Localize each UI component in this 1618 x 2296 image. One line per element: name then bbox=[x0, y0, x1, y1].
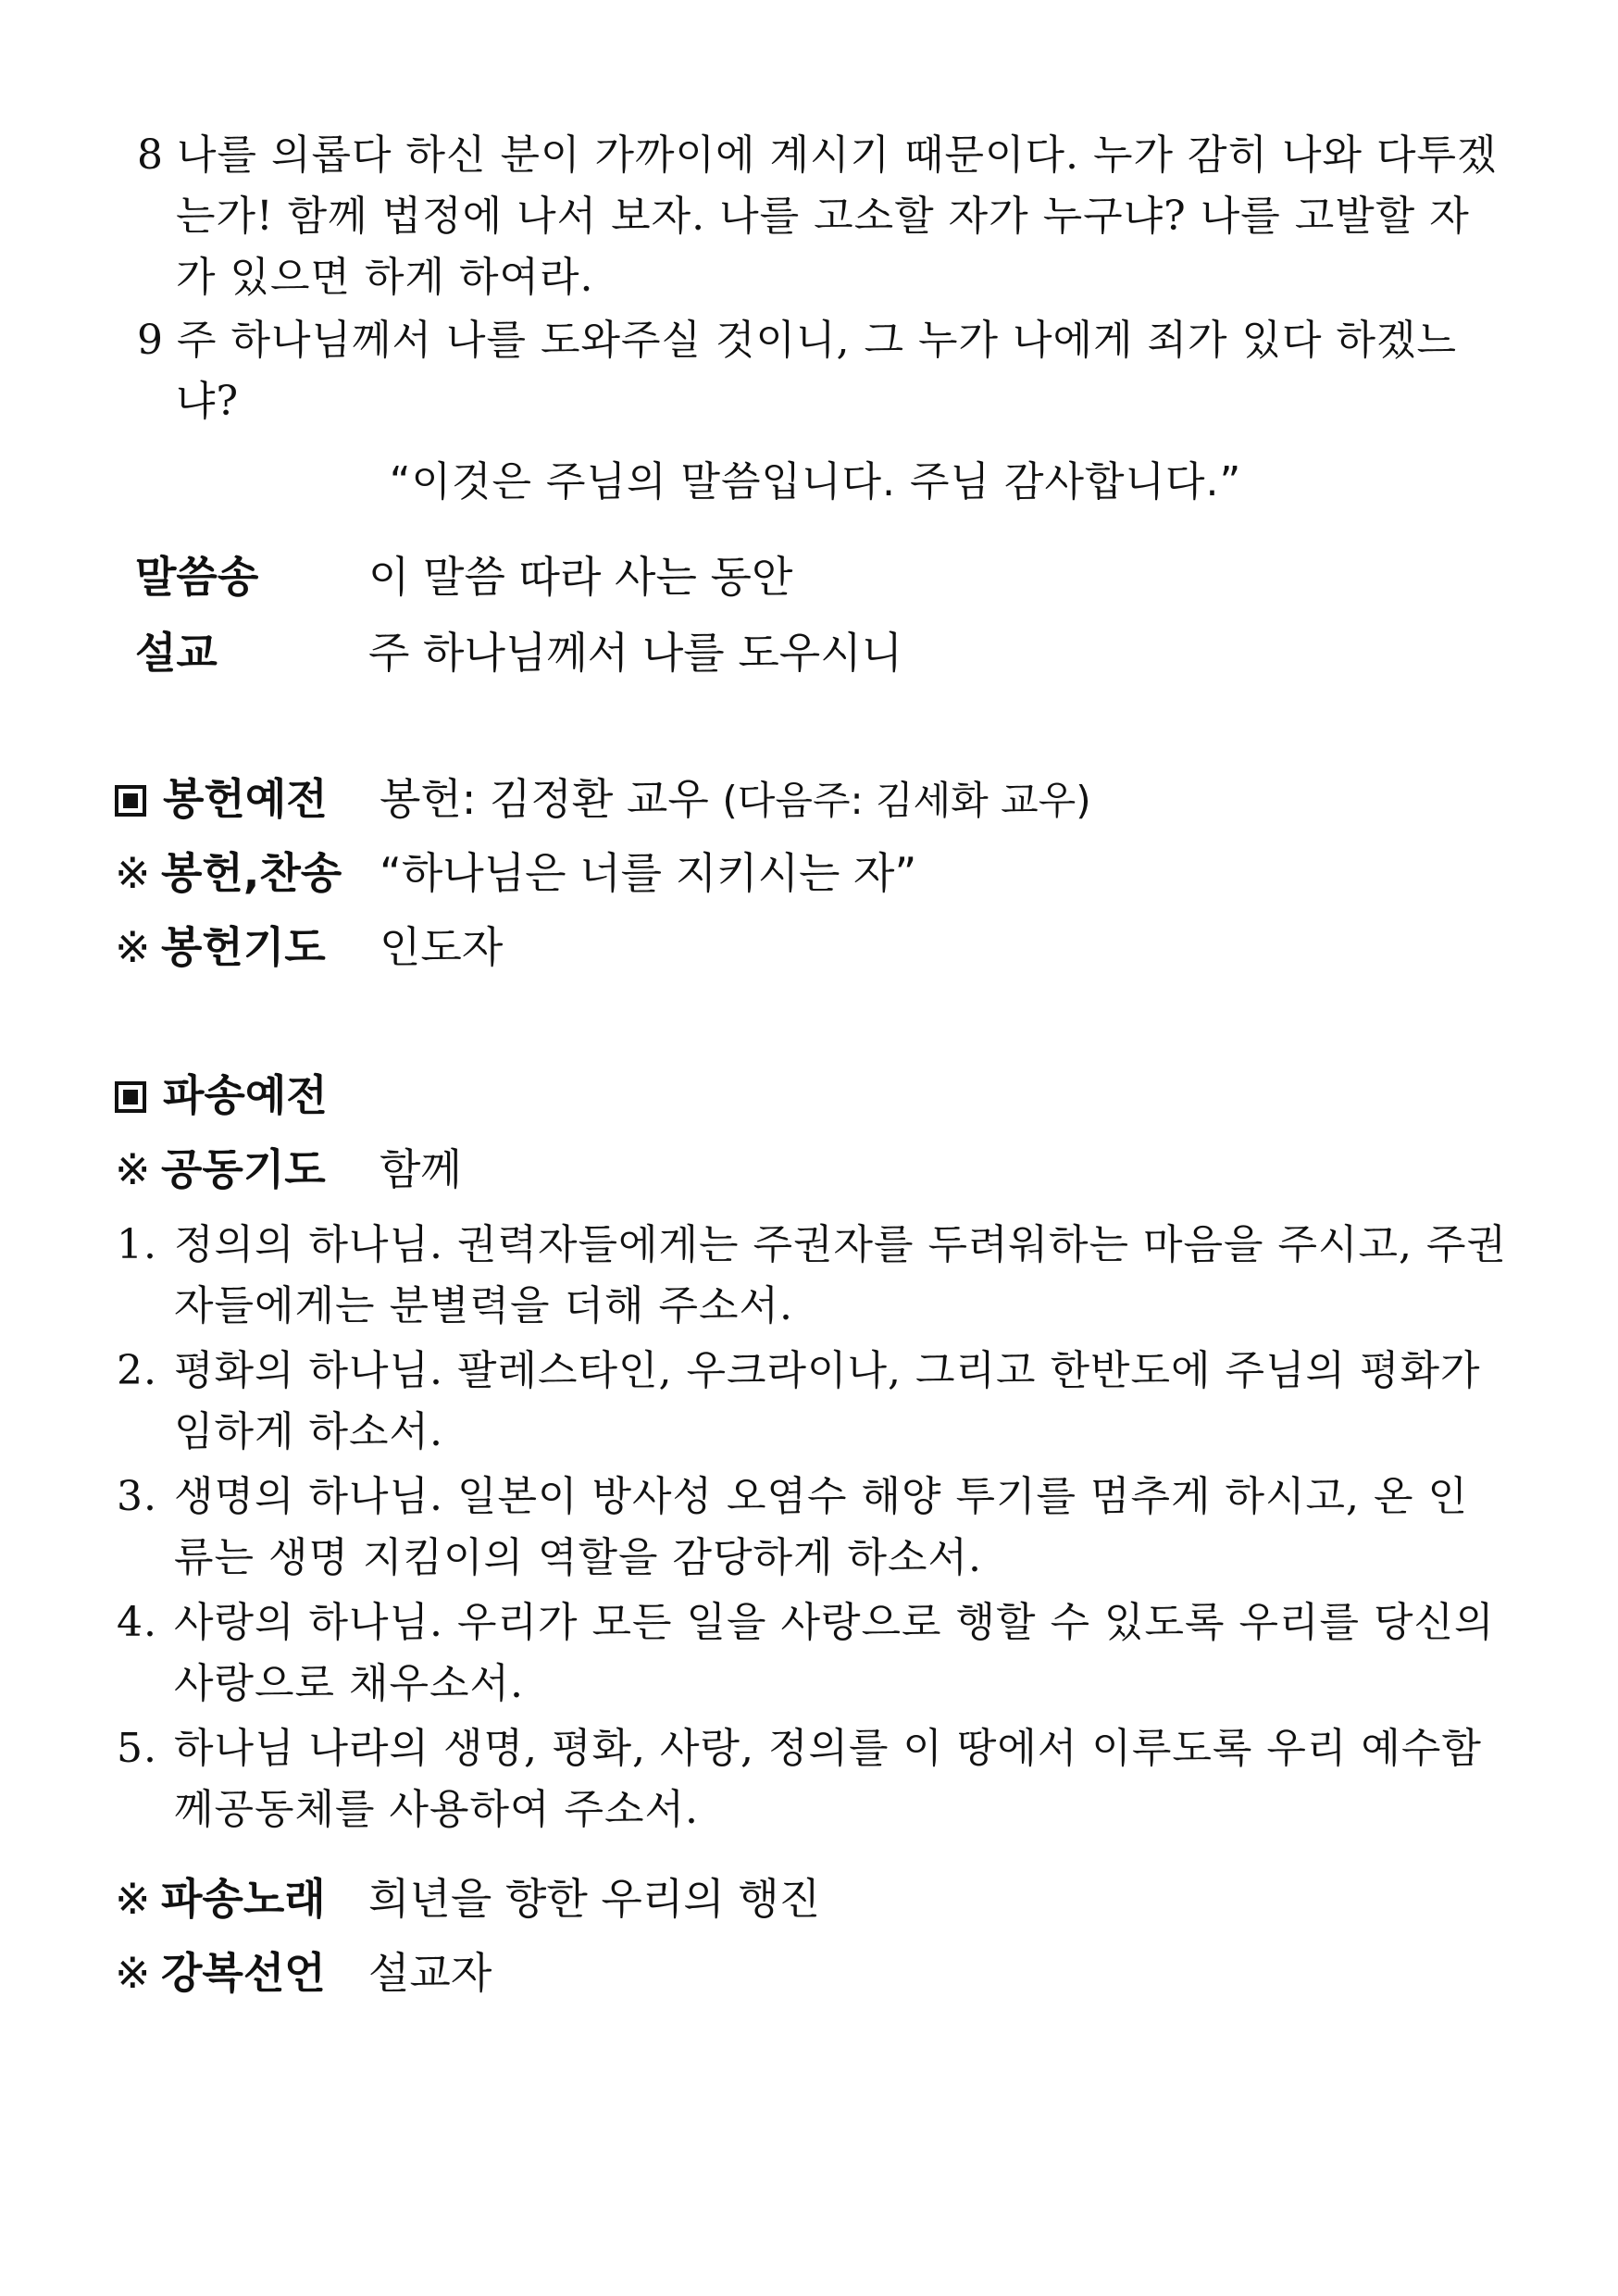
verse-line: 냐? bbox=[176, 378, 240, 425]
offering-prayer-row bbox=[115, 915, 504, 980]
offering-next-week-note: (다음주: 김세화 교우) bbox=[722, 778, 1091, 823]
benediction-row bbox=[115, 1940, 492, 2005]
verse-line: 가 있으면 하게 하여라. bbox=[176, 254, 594, 301]
reference-mark: ※ bbox=[115, 848, 151, 898]
song-label: 말씀송 bbox=[135, 552, 259, 602]
prayer-item-3 bbox=[117, 1466, 1507, 1589]
offering-hymn-value: “하나님은 너를 지키시는 자” bbox=[380, 848, 917, 898]
dismissal-section-title: 파송예전 bbox=[163, 1070, 328, 1120]
filled-square-icon bbox=[115, 1081, 146, 1113]
sermon-value: 주 하나님께서 나를 도우시니 bbox=[368, 628, 903, 678]
offering-section-header bbox=[115, 767, 1091, 831]
prayer-line: 자들에게는 분별력을 더해 주소서. bbox=[174, 1282, 793, 1329]
verse-9 bbox=[137, 310, 1507, 432]
offering-hymn-label: 봉헌,찬송 bbox=[161, 848, 342, 898]
song-row bbox=[135, 544, 793, 609]
reference-mark: ※ bbox=[115, 1874, 151, 1924]
filled-square-icon bbox=[115, 785, 146, 817]
reference-mark: ※ bbox=[115, 922, 151, 972]
prayer-line: 평화의 하나님. 팔레스타인, 우크라이나, 그리고 한반도에 주님의 평화가 bbox=[174, 1347, 1481, 1394]
verse-number: 9 bbox=[137, 317, 164, 364]
prayer-line: 임하게 하소서. bbox=[174, 1408, 443, 1455]
verse-8 bbox=[137, 125, 1507, 308]
common-prayer-row bbox=[115, 1137, 462, 1202]
song-value: 이 말씀 따라 사는 동안 bbox=[368, 552, 793, 602]
prayer-item-5 bbox=[117, 1718, 1507, 1841]
prayer-number: 5. bbox=[117, 1725, 157, 1772]
verse-line: 는가! 함께 법정에 나서 보자. 나를 고소할 자가 누구냐? 나를 고발할 자 bbox=[176, 193, 1470, 240]
prayer-line: 정의의 하나님. 권력자들에게는 주권자를 두려워하는 마음을 주시고, 주권 bbox=[174, 1221, 1507, 1268]
prayer-number: 1. bbox=[117, 1221, 157, 1268]
common-prayer-value: 함께 bbox=[380, 1144, 462, 1194]
sending-song-label: 파송노래 bbox=[161, 1874, 326, 1924]
offering-person: 봉헌: 김정환 교우 bbox=[380, 774, 709, 824]
verse-number: 8 bbox=[137, 131, 164, 179]
common-prayer-label: 공동기도 bbox=[161, 1144, 326, 1194]
offering-section-title: 봉헌예전 bbox=[163, 774, 328, 824]
benediction-label: 강복선언 bbox=[161, 1948, 326, 1998]
prayer-number: 4. bbox=[117, 1599, 157, 1646]
prayer-line: 께공동체를 사용하여 주소서. bbox=[174, 1786, 700, 1833]
sending-song-value: 희년을 향한 우리의 행진 bbox=[368, 1874, 821, 1924]
prayer-line: 류는 생명 지킴이의 역할을 감당하게 하소서. bbox=[174, 1534, 982, 1581]
prayer-number: 2. bbox=[117, 1347, 157, 1394]
verse-line: 주 하나님께서 나를 도와주실 것이니, 그 누가 나에게 죄가 있다 하겠느 bbox=[177, 317, 1457, 364]
reference-mark: ※ bbox=[115, 1144, 151, 1194]
offering-hymn-row bbox=[115, 841, 917, 905]
reference-mark: ※ bbox=[115, 1948, 151, 1998]
prayer-item-1 bbox=[117, 1215, 1507, 1337]
offering-section-value bbox=[380, 767, 1091, 833]
prayer-line: 사랑으로 채우소서. bbox=[174, 1660, 525, 1707]
verse-line: 나를 의롭다 하신 분이 가까이에 계시기 때문이다. 누가 감히 나와 다투겠 bbox=[177, 131, 1498, 179]
offering-prayer-label: 봉헌기도 bbox=[161, 922, 326, 972]
sermon-label: 설교 bbox=[135, 628, 218, 678]
sending-song-row bbox=[115, 1866, 821, 1931]
prayer-number: 3. bbox=[117, 1473, 157, 1520]
scripture-closing: “이것은 주님의 말씀입니다. 주님 감사합니다.” bbox=[389, 458, 1242, 505]
prayer-item-4 bbox=[117, 1592, 1507, 1715]
sermon-row bbox=[135, 620, 903, 685]
offering-prayer-value: 인도자 bbox=[380, 922, 504, 972]
prayer-line: 하나님 나라의 생명, 평화, 사랑, 정의를 이 땅에서 이루도록 우리 예수함 bbox=[174, 1725, 1482, 1772]
prayer-line: 사랑의 하나님. 우리가 모든 일을 사랑으로 행할 수 있도록 우리를 당신의 bbox=[174, 1599, 1495, 1646]
prayer-line: 생명의 하나님. 일본이 방사성 오염수 해양 투기를 멈추게 하시고, 온 인 bbox=[174, 1473, 1468, 1520]
prayer-item-2 bbox=[117, 1341, 1507, 1463]
dismissal-section-header bbox=[115, 1063, 328, 1128]
benediction-value: 설교자 bbox=[368, 1948, 492, 1998]
